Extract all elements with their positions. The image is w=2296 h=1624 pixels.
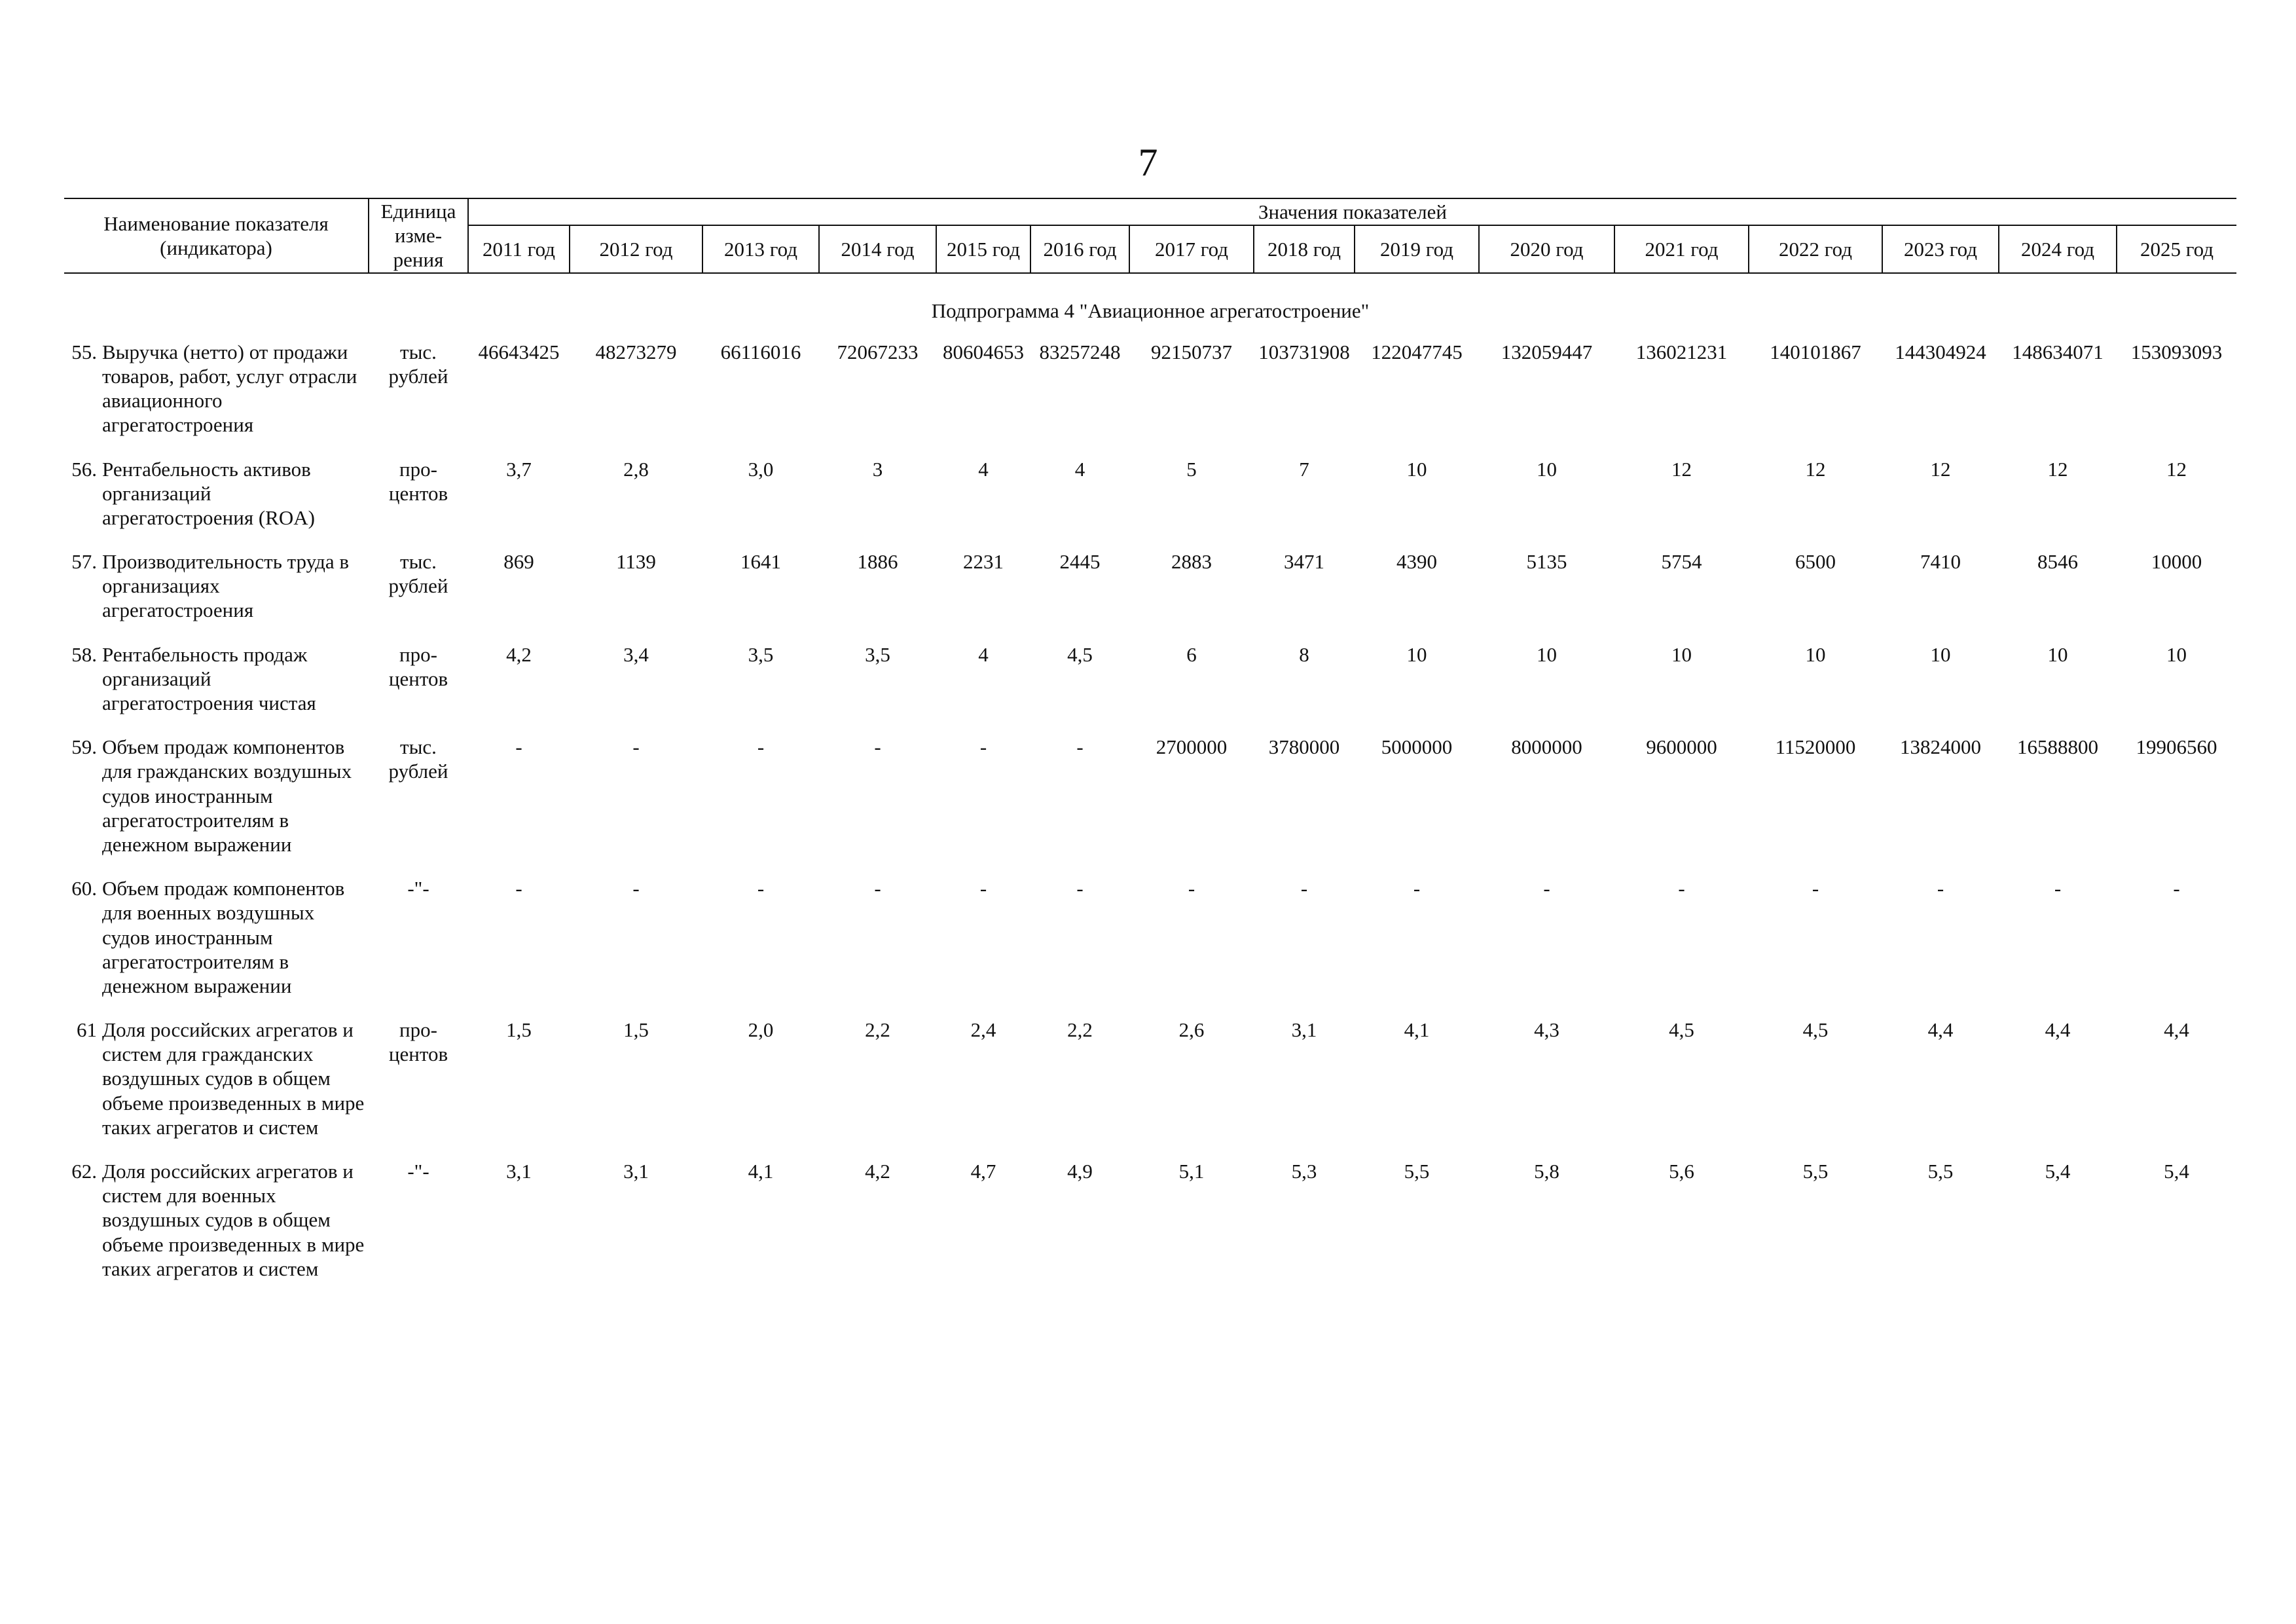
value-cell: 10 (1537, 457, 1557, 481)
value-cell: - (2173, 877, 2180, 900)
indicator-number: 60. (71, 877, 97, 900)
value-cell: 5,4 (2045, 1160, 2071, 1183)
value-cell: 10 (1805, 642, 1826, 666)
value-cell: 2,8 (623, 457, 649, 481)
indicator-number: 62. (71, 1160, 97, 1183)
indicator-name-cell (64, 876, 369, 1018)
value-cell: 3,1 (506, 1160, 532, 1183)
value-cell: 10 (1406, 642, 1427, 666)
year-header: 2025 год (2117, 225, 2236, 272)
value-cell: 3,1 (1291, 1018, 1317, 1042)
value-cell: 5135 (1526, 550, 1567, 574)
values-column-header: Значения показателей (468, 198, 2236, 225)
value-cell: 10 (2047, 642, 2068, 666)
value-cell: 12 (1930, 457, 1951, 481)
value-cell: 4,2 (506, 642, 532, 666)
indicator-name-cell (64, 642, 369, 735)
indicator-name: Производительность труда в организациях агрегатостроения (102, 550, 350, 622)
value-cell: - (1678, 877, 1685, 900)
year-header: 2020 год (1479, 225, 1614, 272)
value-cell: 5,8 (1534, 1160, 1559, 1183)
page-number: 7 (1138, 141, 1158, 184)
value-cell: - (979, 877, 987, 900)
value-cell: 13824000 (1900, 735, 1981, 759)
year-header: 2012 год (570, 225, 702, 272)
year-header: 2019 год (1355, 225, 1479, 272)
value-cell: 1139 (616, 550, 656, 574)
value-cell: 10 (1537, 642, 1557, 666)
value-cell: 3,0 (748, 457, 774, 481)
subprogram-row (64, 273, 2236, 340)
value-cell: - (757, 735, 765, 759)
value-cell: - (874, 735, 881, 759)
value-cell: 2,0 (748, 1018, 774, 1042)
value-cell: 10000 (2151, 550, 2202, 574)
value-cell: 3,5 (748, 642, 774, 666)
value-cell: 10 (2166, 642, 2187, 666)
year-header: 2013 год (702, 225, 819, 272)
value-cell: - (1937, 877, 1944, 900)
value-cell: 8546 (2037, 550, 2078, 574)
value-cell: 4,9 (1067, 1160, 1093, 1183)
value-cell: - (1812, 877, 1819, 900)
value-cell: 12 (2047, 457, 2068, 481)
indicator-number: 56. (71, 457, 97, 481)
year-header: 2023 год (1882, 225, 1999, 272)
value-cell: 8 (1299, 642, 1309, 666)
year-header: 2015 год (936, 225, 1030, 272)
value-cell: - (515, 735, 522, 759)
value-cell: 153093093 (2130, 340, 2223, 363)
value-cell: 5,1 (1178, 1160, 1205, 1183)
value-cell: 3471 (1284, 550, 1324, 574)
value-cell: 4,3 (1534, 1018, 1559, 1042)
value-cell: 3,7 (506, 457, 532, 481)
indicator-number: 55. (71, 340, 97, 363)
value-cell: 136021231 (1635, 340, 1728, 363)
unit-cell: про-центов (388, 1018, 448, 1066)
indicator-name-cell (64, 457, 369, 550)
value-cell: 3780000 (1268, 735, 1340, 759)
value-cell: - (515, 877, 522, 900)
unit-cell: про-центов (388, 642, 448, 690)
value-cell: 5,6 (1669, 1160, 1694, 1183)
value-cell: 3,4 (623, 642, 649, 666)
unit-cell: про-центов (388, 457, 448, 505)
value-cell: 2,6 (1178, 1018, 1205, 1042)
value-cell: - (874, 877, 881, 900)
value-cell: 12 (2166, 457, 2187, 481)
name-column-header: Наименование показателя (индикатора) (64, 198, 369, 273)
value-cell: 3,1 (623, 1160, 649, 1183)
unit-cell: тыс. рублей (388, 735, 448, 783)
value-cell: 103731908 (1258, 340, 1350, 363)
value-cell: 4,5 (1067, 642, 1093, 666)
table-row (64, 1159, 2236, 1301)
value-cell: 4,4 (2164, 1018, 2189, 1042)
value-cell: 4 (1074, 457, 1085, 481)
year-header: 2011 год (468, 225, 570, 272)
indicator-name: Доля российских агрегатов и систем для военных воздушных судов в общем объеме произведенных в мире таких агрегатов и систем (102, 1160, 365, 1280)
year-header: 2018 год (1254, 225, 1355, 272)
value-cell: - (1076, 877, 1084, 900)
value-cell: 19906560 (2136, 735, 2217, 759)
value-cell: 66116016 (720, 340, 801, 363)
value-cell: 2,2 (865, 1018, 890, 1042)
table-row (64, 549, 2236, 642)
value-cell: - (632, 877, 640, 900)
value-cell: 4 (978, 642, 989, 666)
value-cell: 10 (1930, 642, 1951, 666)
value-cell: 46643425 (478, 340, 560, 363)
value-cell: 4,5 (1669, 1018, 1694, 1042)
table-row (64, 457, 2236, 550)
value-cell: 9600000 (1646, 735, 1717, 759)
value-cell: - (1188, 877, 1195, 900)
unit-cell: тыс. рублей (388, 550, 448, 598)
value-cell: 83257248 (1039, 340, 1121, 363)
value-cell: - (1076, 735, 1084, 759)
value-cell: 2445 (1059, 550, 1101, 574)
value-cell: 3 (872, 457, 883, 481)
subprogram-title: Подпрограмма 4 "Авиационное агрегатостроение" (931, 299, 1370, 322)
value-cell: 8000000 (1511, 735, 1582, 759)
value-cell: 2,4 (970, 1018, 996, 1042)
indicator-number: 61 (77, 1018, 97, 1042)
value-cell: 3,5 (865, 642, 890, 666)
value-cell: - (979, 735, 987, 759)
value-cell: 122047745 (1371, 340, 1463, 363)
value-cell: 6500 (1795, 550, 1836, 574)
year-header: 2016 год (1030, 225, 1129, 272)
table-row (64, 735, 2236, 876)
value-cell: 1,5 (623, 1018, 649, 1042)
value-cell: 7410 (1920, 550, 1961, 574)
value-cell: 4 (978, 457, 989, 481)
value-cell: 92150737 (1151, 340, 1232, 363)
value-cell: 5,5 (1927, 1160, 1954, 1183)
value-cell: - (1300, 877, 1308, 900)
indicator-number: 57. (71, 550, 97, 574)
table-row (64, 876, 2236, 1018)
value-cell: 16588800 (2017, 735, 2098, 759)
value-cell: 5 (1186, 457, 1197, 481)
table-row (64, 340, 2236, 457)
value-cell: 869 (503, 550, 534, 574)
value-cell: 5000000 (1381, 735, 1453, 759)
indicator-name: Рентабельность продаж организаций агрегатостроения чистая (102, 642, 316, 714)
value-cell: 7 (1299, 457, 1309, 481)
indicator-name-cell (64, 735, 369, 876)
table-row (64, 642, 2236, 735)
unit-column-header: Единица изме-рения (369, 198, 468, 273)
value-cell: 10 (1406, 457, 1427, 481)
indicator-name-cell (64, 1018, 369, 1159)
indicators-table (64, 198, 2236, 1301)
indicator-name: Объем продаж компонентов для военных воздушных судов иностранным агрегатостроителям в денежном выражении (102, 877, 345, 997)
value-cell: 4,1 (748, 1160, 774, 1183)
value-cell: 6 (1186, 642, 1197, 666)
year-header: 2014 год (819, 225, 936, 272)
value-cell: - (632, 735, 640, 759)
value-cell: 12 (1805, 457, 1826, 481)
value-cell: 148634071 (2012, 340, 2104, 363)
value-cell: 10 (1671, 642, 1692, 666)
value-cell: 4,7 (970, 1160, 996, 1183)
value-cell: 1641 (740, 550, 781, 574)
value-cell: - (1413, 877, 1421, 900)
value-cell: 80604653 (943, 340, 1024, 363)
value-cell: 1886 (857, 550, 898, 574)
indicator-name: Объем продаж компонентов для гражданских воздушных судов иностранным агрегатостроителям в денежном выражении (102, 735, 352, 856)
unit-cell: -"- (407, 877, 429, 900)
indicator-name-cell (64, 340, 369, 457)
value-cell: 144304924 (1895, 340, 1986, 363)
indicator-name: Выручка (нетто) от продажи товаров, работ, услуг отрасли авиационного агрегатостроения (102, 340, 357, 437)
value-cell: 5,5 (1802, 1160, 1829, 1183)
value-cell: 140101867 (1770, 340, 1861, 363)
value-cell: 2231 (963, 550, 1004, 574)
indicator-number: 58. (71, 642, 97, 666)
value-cell: 2,2 (1067, 1018, 1093, 1042)
year-header: 2021 год (1614, 225, 1749, 272)
value-cell: 5754 (1661, 550, 1702, 574)
value-cell: 5,3 (1291, 1160, 1317, 1183)
value-cell: 4,4 (2045, 1018, 2071, 1042)
value-cell: 48273279 (595, 340, 677, 363)
indicator-name: Рентабельность активов организаций агрегатостроения (ROA) (102, 457, 315, 529)
value-cell: 4,2 (865, 1160, 890, 1183)
indicator-name: Доля российских агрегатов и систем для гражданских воздушных судов в общем объеме произведенных в мире таких агрегатов и систем (102, 1018, 365, 1139)
value-cell: 4,4 (1927, 1018, 1954, 1042)
unit-cell: -"- (407, 1160, 429, 1183)
value-cell: - (1543, 877, 1550, 900)
year-header: 2022 год (1749, 225, 1882, 272)
year-header: 2017 год (1129, 225, 1254, 272)
value-cell: 4,5 (1802, 1018, 1829, 1042)
value-cell: 4390 (1396, 550, 1437, 574)
value-cell: 12 (1671, 457, 1692, 481)
value-cell: - (2054, 877, 2062, 900)
value-cell: 5,5 (1404, 1160, 1430, 1183)
value-cell: 5,4 (2164, 1160, 2189, 1183)
unit-cell: тыс. рублей (388, 340, 448, 388)
indicator-name-cell (64, 549, 369, 642)
value-cell: - (757, 877, 765, 900)
year-header: 2024 год (1999, 225, 2117, 272)
value-cell: 1,5 (506, 1018, 532, 1042)
indicator-name-cell (64, 1159, 369, 1301)
value-cell: 132059447 (1501, 340, 1593, 363)
value-cell: 4,1 (1404, 1018, 1430, 1042)
indicator-number: 59. (71, 735, 97, 759)
value-cell: 2700000 (1156, 735, 1228, 759)
value-cell: 2883 (1171, 550, 1212, 574)
value-cell: 11520000 (1775, 735, 1856, 759)
value-cell: 72067233 (837, 340, 919, 363)
table-row (64, 1018, 2236, 1159)
